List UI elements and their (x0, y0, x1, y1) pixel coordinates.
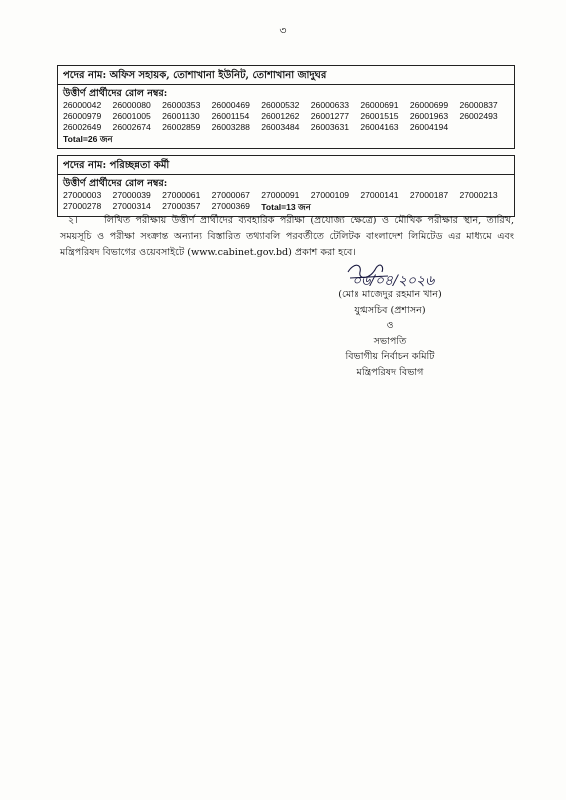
signatory-role: সভাপতি (373, 335, 407, 347)
roll-number: 26003484 (261, 122, 300, 132)
roll-number: 26001277 (310, 111, 350, 121)
notice-paragraph (60, 213, 514, 261)
roll-number: 26000080 (112, 100, 151, 110)
roll-number: 26000042 (63, 100, 102, 110)
roll-number: 26000469 (211, 100, 250, 110)
section-title: পদের নাম: অফিস সহায়ক, তোশাখানা ইউনিট, তোশাখানা জাদুঘর (58, 66, 514, 85)
roll-number: 27000278 (63, 201, 102, 211)
roll-number: 26002649 (63, 122, 102, 132)
signatory-division: মন্ত্রিপরিষদ বিভাগ (356, 366, 424, 378)
section-cleaner (57, 155, 515, 217)
handwritten-signature (340, 258, 480, 290)
roll-number: 26001515 (360, 111, 399, 121)
roll-number: 26001005 (112, 111, 151, 121)
roll-number: 26000979 (63, 111, 102, 121)
signature-date: ০৬/০৪/২০২৬ (352, 273, 435, 289)
roll-number: 26001130 (162, 111, 200, 121)
roll-number: 26000633 (310, 100, 350, 110)
signatory-name: (মোঃ মাজেদুর রহমান খান) (338, 289, 442, 300)
paragraph-text: লিখিত পরীক্ষায় উত্তীর্ণ প্রার্থীদের ব্যবহারিক পরীক্ষা (প্রযোজ্য ক্ষেত্রে) ও মৌখিক পরীক্ষার স্থান, তারিখ, সময়সূচি ও পরীক্ষা সংক্রান্ত অন্যান্য বিস্তারিত তথ্যাবলি পরবর্তীতে টেলিটক বাংলাদেশ লিমিটেড এর মাধ্যমে এবং মন্ত্রিপরিষদ বিভাগের ওয়েবসাইটে (www.cabinet.gov.bd) প্রকাশ করা হবে। (60, 215, 514, 258)
total-count: Total=26 জন (63, 134, 113, 144)
roll-number: 26003631 (310, 122, 350, 132)
roll-number: 27000109 (310, 190, 350, 200)
roll-number: 26002859 (162, 122, 201, 132)
total-count: Total=13 জন (261, 202, 311, 212)
section-title: পদের নাম: পরিচ্ছন্নতা কর্মী (58, 156, 514, 175)
signatory-committee: বিভাগীয় নির্বাচন কমিটি (345, 351, 435, 362)
section-subtitle: উত্তীর্ণ প্রার্থীদের রোল নম্বর: (63, 88, 168, 99)
roll-number: 26003288 (211, 122, 250, 132)
signature-block (300, 287, 480, 380)
roll-number: 26004194 (409, 122, 449, 132)
roll-number: 26004163 (360, 122, 399, 132)
roll-number: 26001154 (211, 111, 250, 121)
roll-number: 26000699 (409, 100, 449, 110)
roll-number: 27000039 (112, 190, 151, 200)
roll-number: 27000061 (162, 190, 201, 200)
roll-number: 26002674 (112, 122, 151, 132)
roll-number: 26000837 (459, 100, 498, 110)
roll-number: 26002493 (459, 111, 498, 121)
roll-number: 26001963 (409, 111, 449, 121)
roll-number: 27000003 (63, 190, 102, 200)
roll-number: 26000691 (360, 100, 399, 110)
roll-number: 27000067 (211, 190, 250, 200)
roll-number: 27000141 (360, 190, 399, 200)
section-office-assistant (57, 65, 515, 149)
signatory-designation: যুগ্মসচিব (প্রশাসন) (354, 304, 426, 316)
roll-number: 26000353 (162, 100, 201, 110)
paragraph-number: ২। (68, 215, 78, 226)
roll-number: 27000091 (261, 190, 300, 200)
roll-number: 26000532 (261, 100, 300, 110)
roll-grid (63, 100, 509, 145)
section-subtitle: উত্তীর্ণ প্রার্থীদের রোল নম্বর: (63, 178, 168, 189)
roll-number: 27000369 (211, 201, 250, 211)
signatory-conj: ও (386, 320, 394, 331)
roll-number: 27000187 (409, 190, 449, 200)
roll-number: 27000357 (162, 201, 201, 211)
page-number: ৩ (279, 24, 287, 37)
roll-number: 27000314 (112, 201, 151, 211)
roll-grid (63, 190, 509, 213)
roll-number: 27000213 (459, 190, 498, 200)
roll-number: 26001262 (261, 111, 300, 121)
